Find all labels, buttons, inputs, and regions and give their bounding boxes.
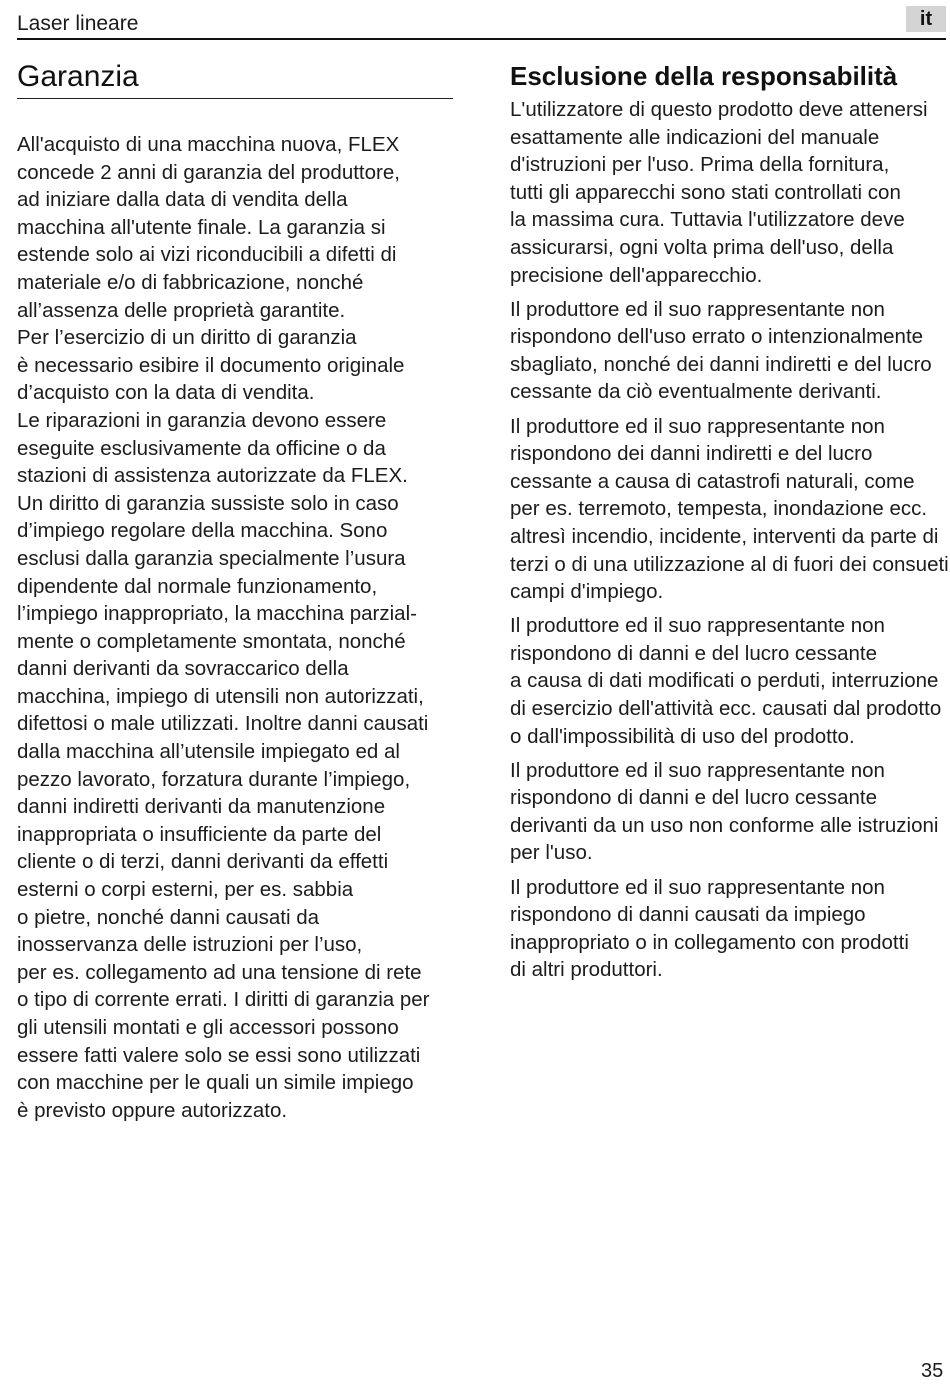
language-badge: it <box>906 6 946 32</box>
liability-paragraph <box>510 874 946 984</box>
liability-section <box>510 58 949 990</box>
warranty-text-line: o tipo di corrente errati. I diritti di garanzia per <box>17 988 430 1012</box>
warranty-title: Garanzia <box>17 60 139 93</box>
warranty-text-line: All'acquisto di una macchina nuova, FLEX <box>17 133 400 156</box>
warranty-title-divider <box>17 98 453 99</box>
liability-paragraph <box>510 413 949 606</box>
liability-body <box>510 96 949 984</box>
liability-text-line: di esercizio dell'attività ecc. causati dal prodotto <box>510 696 942 720</box>
warranty-text-line: con macchine per le quali un simile impiego <box>17 1071 414 1095</box>
warranty-text-line: è previsto oppure autorizzato. <box>17 1098 288 1122</box>
warranty-text-line: mente o completamente smontata, nonché <box>17 629 406 653</box>
warranty-text-line: macchina, impiego di utensili non autorizzati, <box>17 684 424 708</box>
warranty-text-line: cliente o di terzi, danni derivanti da effetti <box>17 850 389 874</box>
warranty-text-line: danni derivanti da sovraccarico della <box>17 657 349 681</box>
warranty-text-line: Per l’esercizio di un diritto di garanzia <box>17 326 357 350</box>
liability-text-line: Il produttore ed il suo rappresentante non <box>510 614 885 638</box>
liability-text-line: rispondono dei danni indiretti e del lucro <box>510 442 873 466</box>
liability-text-line: inappropriato o in collegamento con prodotti <box>510 930 909 954</box>
liability-text-line: per es. terremoto, tempesta, inondazione ecc. <box>510 497 928 521</box>
liability-text-line: campi d'impiego. <box>510 580 664 604</box>
liability-paragraph <box>510 612 946 750</box>
liability-paragraph <box>510 296 946 406</box>
page-number: 35 <box>921 1360 944 1382</box>
warranty-text-line: concede 2 anni di garanzia del produttore, <box>17 160 400 184</box>
warranty-text-line: o pietre, nonché danni causati da <box>17 905 320 929</box>
liability-text-line: sbagliato, nonché dei danni indiretti e del lucro <box>510 352 932 376</box>
liability-text-line: Il produttore ed il suo rappresentante non <box>510 875 885 899</box>
warranty-text-line: esclusi dalla garanzia specialmente l’usura <box>17 546 406 570</box>
liability-text-line: Il produttore ed il suo rappresentante non <box>510 297 885 321</box>
liability-title: Esclusione della responsabilità <box>510 61 898 91</box>
warranty-text-line: all’assenza delle proprietà garantite. <box>17 298 346 322</box>
liability-text-line: rispondono di danni e del lucro cessante <box>510 641 877 665</box>
liability-text-line: derivanti da un uso non conforme alle istruzioni <box>510 813 939 837</box>
liability-text-line: di altri produttori. <box>510 958 663 982</box>
warranty-text-line: stazioni di assistenza autorizzate da FLEX. <box>17 464 408 488</box>
liability-text-line: esattamente alle indicazioni del manuale <box>510 125 880 149</box>
warranty-text-line: macchina all'utente finale. La garanzia si <box>17 215 386 239</box>
warranty-text-line: danni indiretti derivanti da manutenzione <box>17 795 386 819</box>
warranty-text-line: dipendente dal normale funzionamento, <box>17 574 378 598</box>
liability-text-line: tutti gli apparecchi sono stati controllati con <box>510 180 901 204</box>
liability-text-line: o dall'impossibilità di uso del prodotto. <box>510 724 855 748</box>
warranty-text-line: estende solo ai vizi riconducibili a difetti di <box>17 243 397 267</box>
warranty-text-line: dalla macchina all’utensile impiegato ed al <box>17 740 400 764</box>
liability-paragraph <box>510 757 946 867</box>
liability-text-line: terzi o di una utilizzazione al di fuori dei consueti <box>510 552 949 576</box>
warranty-text-line: ad iniziare dalla data di vendita della <box>17 188 348 212</box>
liability-text-line: precisione dell'apparecchio. <box>510 263 763 287</box>
liability-text-line: Il produttore ed il suo rappresentante non <box>510 414 885 438</box>
warranty-text-line: Le riparazioni in garanzia devono essere <box>17 408 387 432</box>
liability-text-line: assicurarsi, ogni volta prima dell'uso, della <box>510 235 894 259</box>
liability-text-line: altresì incendio, incidente, interventi da parte di <box>510 524 939 548</box>
liability-text-line: cessante a causa di catastrofi naturali, come <box>510 469 915 493</box>
liability-text-line: per l'uso. <box>510 841 593 865</box>
warranty-text-line: inappropriata o insufficiente da parte del <box>17 822 382 846</box>
warranty-text-line: eseguite esclusivamente da officine o da <box>17 436 386 460</box>
liability-paragraph <box>510 96 946 289</box>
liability-text-line: Il produttore ed il suo rappresentante non <box>510 758 885 782</box>
warranty-text-line: d’acquisto con la data di vendita. <box>17 381 315 405</box>
liability-text-line: a causa di dati modificati o perduti, interruzione <box>510 669 939 693</box>
warranty-text-line: difettosi o male utilizzati. Inoltre danni causati <box>17 712 429 736</box>
warranty-text-line: materiale e/o di fabbricazione, nonché <box>17 270 364 294</box>
warranty-text-line: inosservanza delle istruzioni per l’uso, <box>17 933 363 957</box>
header-title: Laser lineare <box>17 12 139 35</box>
warranty-section <box>17 58 457 1124</box>
warranty-text-line: Un diritto di garanzia sussiste solo in caso <box>17 491 399 515</box>
liability-text-line: la massima cura. Tuttavia l'utilizzatore deve <box>510 208 905 232</box>
warranty-text-line: è necessario esibire il documento originale <box>17 353 405 377</box>
warranty-text-line: essere fatti valere solo se essi sono utilizzati <box>17 1043 421 1067</box>
liability-text-line: rispondono dell'uso errato o intenzionalmente <box>510 325 924 349</box>
warranty-text-line: l’impiego inappropriato, la macchina parzial- <box>17 602 417 626</box>
warranty-text-line: gli utensili montati e gli accessori possono <box>17 1016 399 1039</box>
warranty-text-line: pezzo lavorato, forzatura durante l’impiego, <box>17 767 411 791</box>
liability-text-line: L'utilizzatore di questo prodotto deve attenersi <box>510 98 928 121</box>
liability-text-line: rispondono di danni e del lucro cessante <box>510 786 877 810</box>
liability-text-line: rispondono di danni causati da impiego <box>510 903 866 927</box>
liability-text-line: d'istruzioni per l'uso. Prima della fornitura, <box>510 153 890 177</box>
header-divider <box>17 38 946 40</box>
liability-text-line: cessante da ciò eventualmente derivanti. <box>510 380 882 404</box>
warranty-text-line: esterni o corpi esterni, per es. sabbia <box>17 878 354 902</box>
warranty-body <box>17 131 457 1124</box>
warranty-text-line: per es. collegamento ad una tensione di rete <box>17 960 422 984</box>
warranty-text-line: d’impiego regolare della macchina. Sono <box>17 519 388 543</box>
